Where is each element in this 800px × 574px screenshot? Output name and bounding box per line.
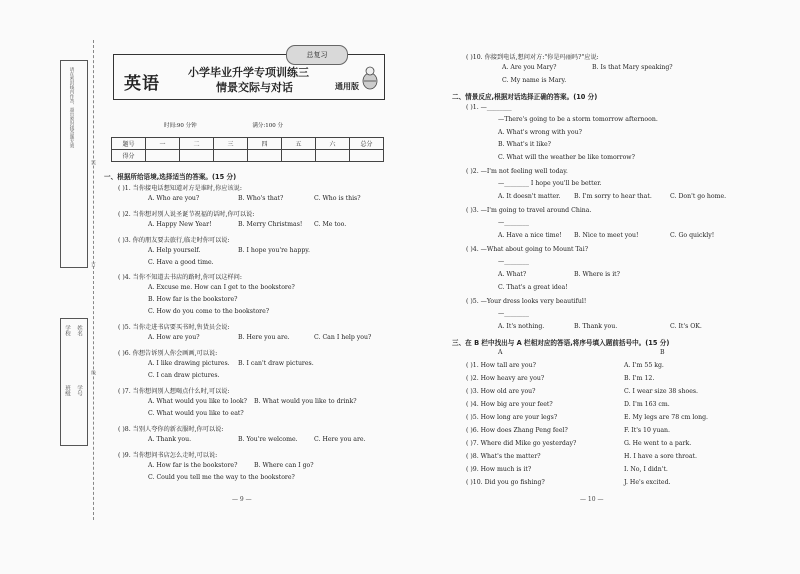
option-b[interactable]: B. Here you are. — [238, 334, 290, 341]
field-name: 姓名 — [76, 325, 82, 336]
option-b[interactable]: B. Is that Mary speaking? — [592, 64, 673, 71]
field-id: 学号 — [76, 385, 82, 396]
option-b[interactable]: B. I hope you're happy. — [238, 247, 310, 254]
question-options — [148, 398, 357, 405]
match-item-b: B. I'm 12. — [624, 375, 655, 382]
match-item-a: ( )3. How old are you? — [466, 388, 536, 395]
question-stem: ( )4. 当你不知道去书店的路时,你可以这样问: — [118, 274, 242, 281]
score-input-cell[interactable] — [282, 150, 316, 162]
option-b[interactable]: B. I can't draw pictures. — [238, 360, 314, 367]
question-options — [498, 232, 714, 239]
seal-mark-2: 订 — [90, 262, 96, 267]
match-item-b: A. I'm 55 kg. — [624, 362, 664, 369]
option-b[interactable]: B. Where can I go? — [254, 462, 314, 469]
option-c[interactable]: C. Who is this? — [314, 195, 361, 202]
match-item-b: D. I'm 163 cm. — [624, 401, 670, 408]
option-a[interactable]: A. Are you Mary? — [502, 64, 557, 71]
option-c[interactable]: C. That's a great idea! — [498, 284, 568, 291]
score-cell: 六 — [316, 138, 350, 150]
option-b[interactable]: B. Thank you. — [574, 323, 618, 330]
match-item-b: H. I have a sore throat. — [624, 453, 697, 460]
match-item-a: ( )10. Did you go fishing? — [466, 479, 545, 486]
exam-title: 小学毕业升学专项训练三 — [188, 66, 309, 79]
option-a[interactable]: A. Who are you? — [148, 195, 200, 202]
section-1-title: 一、根据所给语境,选择适当的答案。(15 分) — [104, 173, 237, 181]
option-b[interactable]: B. Nice to meet you! — [574, 232, 639, 239]
option-a[interactable]: A. Happy New Year! — [148, 221, 212, 228]
review-logo: 总复习 — [286, 45, 348, 65]
score-input-cell[interactable] — [180, 150, 214, 162]
option-a[interactable]: A. It's nothing. — [498, 323, 545, 330]
match-item-a: ( )6. How does Zhang Peng feel? — [466, 427, 568, 434]
seal-mark-3: 线 — [90, 370, 96, 375]
question-stem: ( )7. 当你想问别人想喝点什么时,可以说: — [118, 388, 230, 395]
option-a[interactable]: A. Help yourself. — [148, 247, 201, 254]
field-school: 学校 — [64, 325, 70, 336]
option-c[interactable]: C. Here you are. — [314, 436, 366, 443]
score-cell: 二 — [180, 138, 214, 150]
title-banner — [113, 51, 385, 100]
question-stem: ( )5. 当你走进书店要买书时,售货员会说: — [118, 324, 230, 331]
match-item-b: I. No, I didn't. — [624, 466, 668, 473]
question-options — [148, 195, 361, 202]
score-cell: 总分 — [350, 138, 384, 150]
question-stem: ( )8. 当别人夸你的新衣服时,你可以说: — [118, 426, 224, 433]
score-input-cell[interactable] — [146, 150, 180, 162]
edition-badge: 通用版 — [335, 82, 359, 91]
seal-line — [93, 40, 94, 520]
exam-meta — [164, 121, 337, 129]
option-c[interactable]: C. What will the weather be like tomorrow? — [498, 154, 635, 161]
match-item-a: ( )4. How big are your feet? — [466, 401, 553, 408]
question-stem: ( )4. —What about going to Mount Tai? — [466, 246, 589, 253]
question-stem: ( )1. —________ — [466, 104, 512, 111]
question-options — [148, 247, 310, 254]
notice-box — [60, 60, 88, 268]
match-item-b: E. My legs are 78 cm long. — [624, 414, 709, 421]
question-stem: ( )9. 当你想问书店怎么走时,可以说: — [118, 452, 218, 459]
option-a[interactable]: A. It doesn't matter. — [498, 193, 561, 200]
question-stem: ( )3. 你的朋友要去旅行,临走时你可以说: — [118, 237, 230, 244]
match-item-a: ( )1. How tall are you? — [466, 362, 536, 369]
section-3-title: 三、在 B 栏中找出与 A 栏相对应的答语,将序号填入题前括号中。(15 分) — [452, 339, 670, 347]
option-c[interactable]: C. I can draw pictures. — [148, 372, 220, 379]
option-a[interactable]: A. Thank you. — [148, 436, 192, 443]
score-input-cell[interactable] — [350, 150, 384, 162]
exam-full-score: 满分:100 分 — [252, 123, 283, 129]
option-b[interactable]: B. How far is the bookstore? — [148, 296, 238, 303]
option-b[interactable]: B. Merry Christmas! — [238, 221, 303, 228]
question-options — [502, 64, 673, 71]
match-item-a: ( )5. How long are your legs? — [466, 414, 558, 421]
question-options — [148, 462, 314, 469]
option-c[interactable]: C. Me too. — [314, 221, 347, 228]
score-input-cell[interactable] — [214, 150, 248, 162]
question-options — [148, 221, 346, 228]
option-c[interactable]: C. It's OK. — [670, 323, 702, 330]
column-b-header: B — [660, 349, 665, 356]
dialogue-line: —There's going to be a storm tomorrow afternoon. — [498, 116, 658, 123]
question-options — [148, 334, 371, 341]
option-c[interactable]: C. What would you like to eat? — [148, 410, 244, 417]
option-c[interactable]: C. Go quickly! — [670, 232, 715, 239]
question-options — [498, 271, 620, 278]
question-stem: ( )3. —I'm going to travel around China. — [466, 207, 592, 214]
match-item-a: ( )7. Where did Mike go yesterday? — [466, 440, 577, 447]
field-class: 班级 — [64, 385, 70, 396]
bee-mascot-icon — [360, 65, 380, 91]
match-item-b: C. I wear size 38 shoes. — [624, 388, 699, 395]
match-item-b: F. It's 10 yuan. — [624, 427, 670, 434]
dialogue-line: —________ — [498, 258, 529, 265]
question-options — [498, 193, 726, 200]
right-page — [452, 40, 727, 550]
score-cell: 三 — [214, 138, 248, 150]
score-cell: 五 — [282, 138, 316, 150]
option-a[interactable]: A. What? — [498, 271, 527, 278]
subject-title: 英语 — [124, 74, 160, 94]
score-input-cell[interactable] — [316, 150, 350, 162]
exam-time: 时间:90 分钟 — [164, 123, 197, 129]
match-item-b: J. He's excited. — [624, 479, 671, 486]
score-input-cell[interactable] — [248, 150, 282, 162]
question-options — [148, 360, 314, 367]
question-stem: ( )2. 当你想对别人说圣诞节祝福的话时,你可以说: — [118, 211, 255, 218]
option-a[interactable]: A. How are you? — [148, 334, 200, 341]
option-c[interactable]: C. My name is Mary. — [502, 77, 567, 84]
score-cell: 一 — [146, 138, 180, 150]
option-b[interactable]: B. What would you like to drink? — [254, 398, 357, 405]
section-2-title: 二、情景反应,根据对话选择正确的答案。(10 分) — [452, 93, 598, 101]
score-cell: 得分 — [112, 150, 146, 162]
score-table-row — [112, 150, 384, 162]
question-stem: ( )6. 你想告诉别人你会画画,可以说: — [118, 350, 218, 357]
option-a[interactable]: A. I like drawing pictures. — [148, 360, 230, 367]
seal-mark-1: 装 — [90, 160, 96, 165]
question-stem: ( )10. 你接到电话,想问对方:"你是玛丽吗?"应说: — [466, 54, 599, 61]
match-item-b: G. He went to a park. — [624, 440, 692, 447]
option-b[interactable]: B. I'm sorry to hear that. — [574, 193, 652, 200]
dialogue-line: —________ — [498, 310, 529, 317]
exam-subtitle: 情景交际与对话 — [216, 81, 293, 94]
option-c[interactable]: C. Can I help you? — [314, 334, 372, 341]
dialogue-line: —________ — [498, 219, 529, 226]
left-page — [104, 40, 384, 550]
match-item-a: ( )2. How heavy are you? — [466, 375, 545, 382]
option-b[interactable]: B. Who's that? — [238, 195, 284, 202]
question-stem: ( )5. —Your dress looks very beautiful! — [466, 298, 587, 305]
question-stem: ( )2. —I'm not feeling well today. — [466, 168, 568, 175]
student-info-box — [60, 318, 88, 446]
score-cell: 四 — [248, 138, 282, 150]
option-c[interactable]: C. How do you come to the bookstore? — [148, 308, 270, 315]
option-a[interactable]: A. Have a nice time! — [498, 232, 562, 239]
page-number-left: — 9 — — [232, 496, 252, 503]
column-a-header: A — [498, 349, 503, 356]
score-table — [111, 137, 384, 162]
option-a[interactable]: A. What would you like to look? — [148, 398, 247, 405]
option-b[interactable]: B. You're welcome. — [238, 436, 298, 443]
question-stem: ( )1. 当你接电话想知道对方是谁时,你应该说: — [118, 185, 242, 192]
option-a[interactable]: A. How far is the bookstore? — [148, 462, 238, 469]
score-cell: 题号 — [112, 138, 146, 150]
question-options — [148, 436, 366, 443]
match-item-a: ( )8. What's the matter? — [466, 453, 541, 460]
option-c[interactable]: C. Have a good time. — [148, 259, 214, 266]
dialogue-line: —________ I hope you'll be better. — [498, 180, 602, 187]
match-item-a: ( )9. How much is it? — [466, 466, 532, 473]
option-b[interactable]: B. What's it like? — [498, 141, 551, 148]
option-c[interactable]: C. Could you tell me the way to the bookstore? — [148, 474, 295, 481]
option-a[interactable]: A. Excuse me. How can I get to the bookstore? — [148, 284, 295, 291]
option-b[interactable]: B. Where is it? — [574, 271, 620, 278]
notice-text: 请在密封线内作答，超出密封线答题无效 — [69, 67, 74, 148]
question-options — [498, 323, 702, 330]
option-a[interactable]: A. What's wrong with you? — [498, 129, 582, 136]
option-c[interactable]: C. Don't go home. — [670, 193, 727, 200]
score-table-header — [112, 138, 384, 150]
page-number-right: — 10 — — [580, 496, 604, 503]
